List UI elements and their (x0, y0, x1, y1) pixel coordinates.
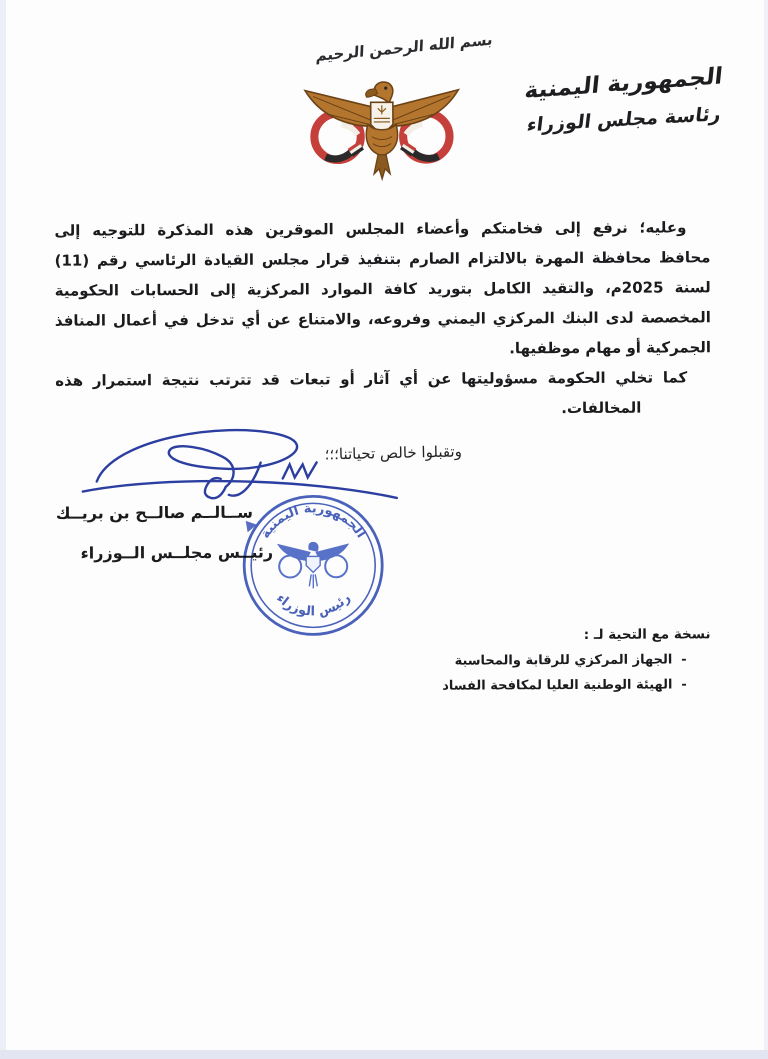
cc-dash: - (681, 652, 687, 668)
signatory-name: ســالــم صالــح بن بريــك (55, 502, 253, 523)
cc-section (442, 626, 711, 693)
body-line: وعليه؛ نرفع إلى فخامتكم وأعضاء المجلس الموقرين هذه المذكرة للتوجيه إلى (54, 218, 687, 240)
body-line: لسنة 2025م، والتقيد الكامل بتوريد كافة الموارد المركزية إلى الحسابات الحكومية (54, 278, 711, 300)
letter-body (54, 212, 711, 425)
body-line: المخالفات. (561, 398, 642, 418)
signature-ink (74, 418, 405, 520)
signature-zigzag (283, 462, 317, 478)
stamp-emblem (278, 542, 348, 588)
cc-item (442, 677, 687, 693)
stamp-top-text: الجمهورية اليمنية (257, 501, 369, 542)
body-line: محافظ محافظة المهرة بالالتزام الصارم بتنفيذ قرار مجلس القيادة الرئاسي رقم (11) (54, 248, 711, 270)
page-edge-left (0, 0, 6, 1059)
body-line: كما تخلي الحكومة مسؤوليتها عن أي آثار أو تبعات قد تترتب نتيجة استمرار هذه (55, 368, 688, 390)
cc-item (442, 652, 687, 668)
cc-dash: - (681, 677, 687, 693)
cc-item-label: الهيئة الوطنية العليا لمكافحة الفساد (442, 677, 673, 694)
bismillah-calligraphy: بسم الله الرحمن الرحيم (315, 30, 494, 65)
letterhead (508, 63, 740, 137)
signature-loop (96, 430, 297, 488)
page-edge-right (764, 0, 768, 1059)
stamp-bottom-text: رئيس الوزراء (273, 590, 354, 620)
header-office: رئاسة مجلس الوزراء (525, 103, 723, 137)
cc-item-label: الجهاز المركزي للرقابة والمحاسبة (454, 652, 673, 669)
closing-salutation: وتقبلوا خالص تحياتنا؛؛؛ (324, 442, 462, 464)
emblem-tail (374, 155, 390, 179)
cc-heading: نسخة مع التحية لـ : (583, 626, 711, 643)
page-edge-bottom (0, 1050, 768, 1059)
emblem-eagle-eye (384, 87, 387, 90)
svg-text:رئيس الوزراء (273, 591, 354, 620)
yemen-emblem-image (301, 72, 464, 189)
header-country: الجمهورية اليمنية (523, 63, 724, 105)
signature-underline (83, 480, 397, 500)
body-line: الجمركية أو مهام موظفيها. (509, 338, 712, 358)
body-line: المخصصة لدى البنك المركزي اليمني وفروعه، والامتناع عن أي تدخل في أعمال المنافذ (54, 308, 711, 330)
signatory-title: رئيــس مجلــس الــوزراء (80, 542, 274, 563)
